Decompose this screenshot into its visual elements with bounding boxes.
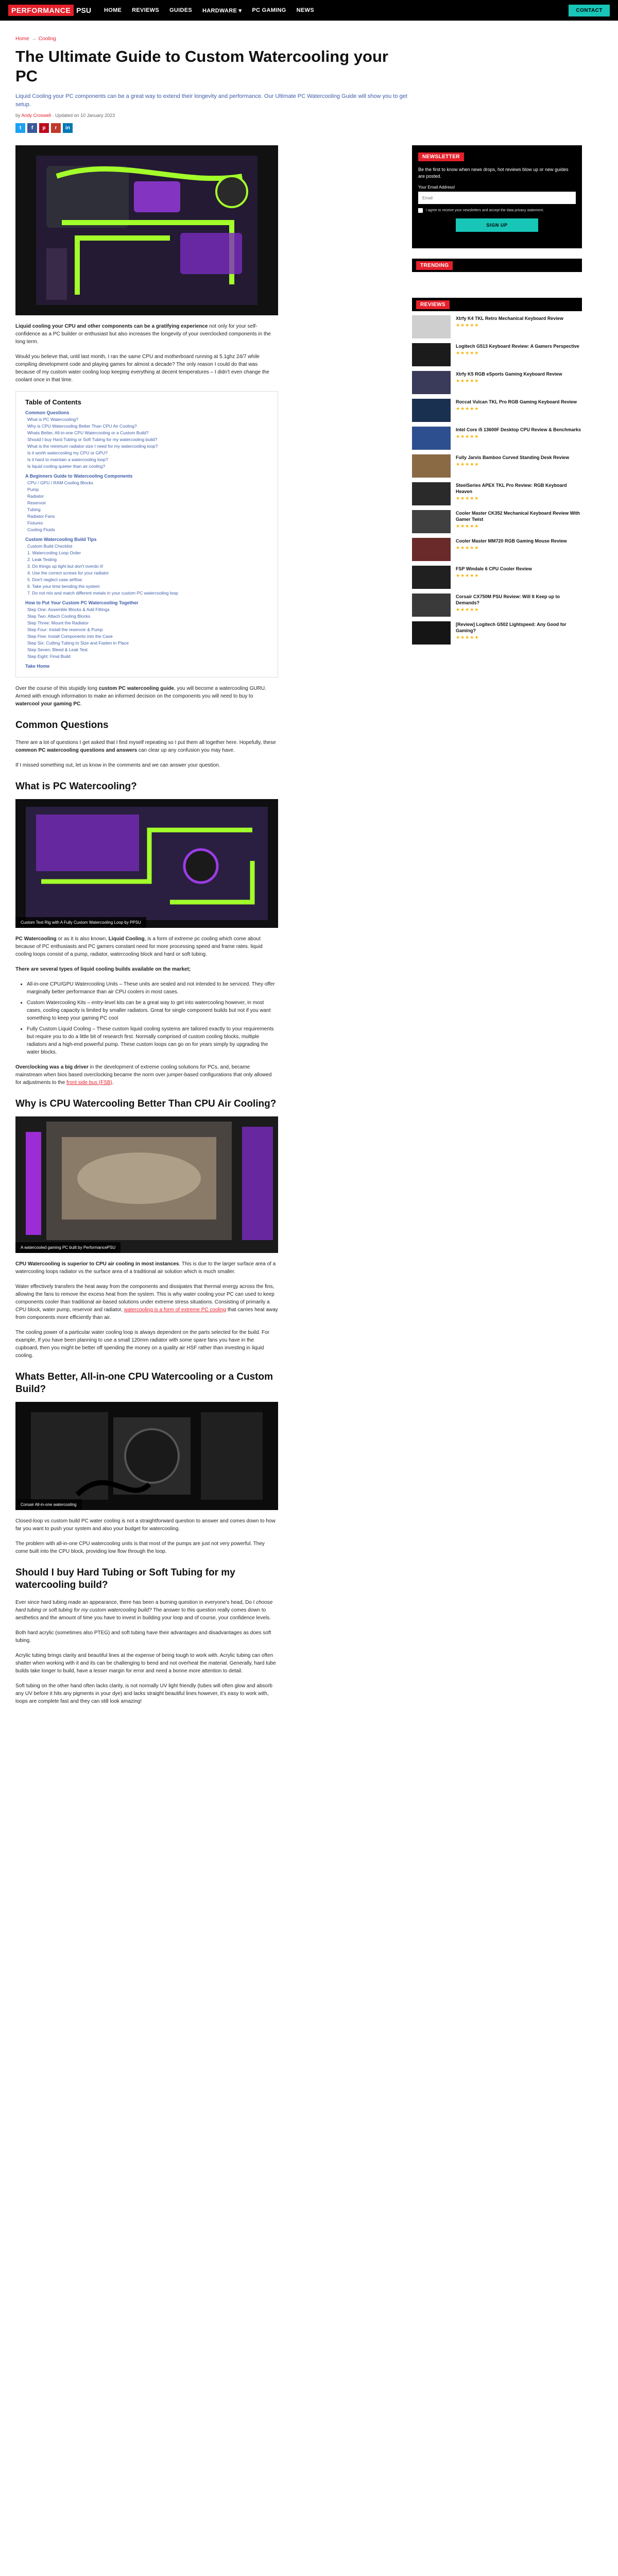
star-rating: ★★★★★ [456, 378, 479, 383]
heading-what-is-watercooling: What is PC Watercooling? [15, 781, 137, 792]
toc-item[interactable]: Step Eight: Final Build [27, 654, 71, 659]
star-rating: ★★★★★ [456, 323, 479, 328]
linkedin-icon[interactable]: in [63, 123, 73, 133]
toc-item[interactable]: Step Three: Mount the Radiator [27, 620, 89, 625]
toc-item[interactable]: Is it hard to maintain a watercooling loop? [27, 457, 108, 462]
toc-item[interactable]: CPU / GPU / RAM Cooling Blocks [27, 480, 94, 485]
toc-item[interactable]: What is PC Watercooling? [27, 417, 78, 422]
toc-section-heading[interactable]: Common Questions [25, 410, 70, 415]
fsb-link[interactable]: front side bus (FSB) [66, 1080, 112, 1086]
heading-hard-vs-soft-tubing: Should I buy Hard Tubing or Soft Tubing for my watercooling build? [15, 1567, 235, 1590]
newsletter-text: Be the first to know when news drops, hot reviews blow up or new guides are posted. [418, 167, 569, 179]
review-thumbnail[interactable] [412, 510, 451, 533]
tubing-paragraph-1 [15, 1599, 278, 1622]
toc-item[interactable]: Pump [27, 487, 39, 492]
consent-checkbox[interactable] [418, 208, 423, 213]
what-p2-bold: There are several types of liquid cooling builds available on the market; [15, 967, 191, 972]
why-p1-b: . This is due to the larger surface area of a watercooling loops radiator vs the surface area of a traditional air solution which is much smaller. [15, 1261, 276, 1275]
toc-item[interactable]: Cooling Fluids [27, 527, 55, 532]
review-thumbnail[interactable] [412, 427, 451, 450]
byline [15, 113, 603, 118]
heading-common-questions: Common Questions [15, 720, 109, 731]
sidebar [412, 145, 582, 1713]
intro-paragraph-3 [15, 685, 278, 708]
p3-b: custom PC watercooling guide [98, 686, 174, 691]
star-rating: ★★★★★ [456, 462, 479, 467]
star-rating: ★★★★★ [456, 545, 479, 550]
toc-section-4 [25, 600, 268, 660]
toc-section-heading[interactable]: Custom Watercooling Build Tips [25, 537, 97, 542]
gaming-pc-image [15, 1116, 278, 1253]
nav-item-guides[interactable]: GUIDES [169, 7, 192, 13]
reviews-header [412, 298, 582, 311]
review-thumbnail[interactable] [412, 482, 451, 505]
what-p1-a: PC Watercooling [15, 936, 57, 942]
review-item[interactable] [412, 343, 582, 366]
toc-item[interactable]: Fixtures [27, 520, 43, 526]
toc-take-home[interactable]: Take Home [25, 664, 50, 669]
watercooling-hero-illustration [15, 145, 278, 315]
byline-date: · Updated on 10 January 2023 [52, 113, 115, 118]
nav-menu [104, 7, 314, 14]
review-title[interactable]: Xtrfy K4 TKL Retro Mechanical Keyboard Review [456, 316, 563, 321]
toc-item[interactable]: Radiator Fans [27, 514, 55, 519]
review-title[interactable]: Intel Core i5 13600F Desktop CPU Review & Benchmarks [456, 427, 581, 432]
facebook-icon[interactable]: f [27, 123, 37, 133]
trending-header [412, 259, 582, 272]
review-thumbnail[interactable] [412, 371, 451, 394]
what-paragraph-3 [15, 1063, 278, 1087]
byline-prefix: by [15, 113, 21, 118]
toc-item[interactable]: 1. Watercooling Loop Order [27, 550, 81, 555]
review-title[interactable]: Logitech G513 Keyboard Review: A Gamers Perspective [456, 344, 579, 349]
star-rating: ★★★★★ [456, 635, 479, 640]
star-rating: ★★★★★ [456, 607, 479, 612]
review-item[interactable] [412, 621, 582, 645]
review-title[interactable]: SteelSeries APEX TKL Pro Review: RGB Keyboard Heaven [456, 483, 567, 494]
tubing-paragraph-2: Both hard acrylic (sometimes also PTEG) and soft tubing have their advantages and disadvantages as does soft tubing. [15, 1630, 271, 1643]
star-rating: ★★★★★ [456, 350, 479, 355]
toc-item[interactable]: Step Five: Install Components into the Case [27, 634, 113, 639]
p3-a: Over the course of this stupidly long [15, 686, 99, 691]
nav-item-hardware[interactable]: HARDWARE ▾ [202, 7, 242, 14]
why-paragraph-2 [15, 1283, 278, 1321]
breadcrumb-home[interactable]: Home [15, 36, 29, 42]
toc-item[interactable]: Is it worth watercooling my CPU or GPU? [27, 450, 108, 455]
toc-item[interactable]: Should I buy Hard Tubing or Soft Tubing for my watercooling build? [27, 437, 158, 442]
nav-item-news[interactable]: NEWS [296, 7, 314, 13]
pinterest-icon[interactable]: p [39, 123, 49, 133]
nav-item-reviews[interactable]: REVIEWS [132, 7, 160, 13]
star-rating: ★★★★★ [456, 406, 479, 411]
common-paragraph-1 [15, 739, 278, 754]
review-info [456, 371, 562, 394]
toc-item[interactable]: Step Four: Install the reservoir & Pump [27, 627, 103, 632]
review-item[interactable] [412, 427, 582, 450]
why-p2-a: Water effectively transfers the heat away from the components and dissipates that thermal energy across the fins, allowing the fans to remove the excess heat from the system. This is why water cooling your PC can used to keep components cooler than traditional air-based solutions under extreme stress situations. Consisting of primarily a CPU block, water pump, reservoir and radiator, [15, 1284, 274, 1313]
review-thumbnail[interactable] [412, 315, 451, 338]
toc-item[interactable]: What is the minimum radiator size I need for my watercooling loop? [27, 444, 158, 449]
why-paragraph-3: The cooling power of a particular water cooling loop is always dependent on the parts selected for the build. For example, If you have been planning to use a small 120mm radiator with some spare fans you have in the cupboard, then you might be better off spending the money on a quality air HSF rather than investing in liquid cooling. [15, 1330, 270, 1359]
trending-title: TRENDING [416, 261, 453, 270]
toc-item[interactable]: Custom Build Checklist [27, 544, 73, 549]
share-bar [15, 123, 603, 133]
email-input[interactable] [418, 192, 576, 204]
tubing-paragraph-4: Soft tubing on the other hand often lacks clarity, is not normally UV light friendly (tubes will often glow and absorb any UV before it hits any pigments in your dye) and lacks straight beautiful lines however, it's easy to work with, loops are complete fast and they can still look amazing! [15, 1683, 272, 1704]
review-title[interactable]: Xtrfy K5 RGB eSports Gaming Keyboard Review [456, 371, 562, 377]
p3-d: watercool your gaming PC [15, 701, 81, 707]
intro-paragraph-1 [15, 323, 278, 346]
review-thumbnail[interactable] [412, 538, 451, 561]
extreme-cooling-link[interactable]: watercooling is a form of extreme PC cooling [124, 1307, 227, 1313]
p3-c: , you will become a watercooling GURU. Armed with enough information to make an informed decision on the components you will need to buy to [15, 686, 266, 699]
site-logo[interactable] [8, 5, 94, 16]
intro-rest: not only for your self-confidence as a PC builder or enthusiast but also increases the longevity of your overclocked components in the long term. [15, 324, 271, 345]
breadcrumb-cooling[interactable]: Cooling [38, 36, 56, 42]
tubing-paragraph-3: Acrylic tubing brings clarity and beautiful lines at the expense of being tough to work with. Acrylic tubing can often shatter when working with it and its can be challenging to bend and not overheat the material. Generally, hard tube builds take longer to build, have a lesser margin for error and need a bonne more attention to detail. [15, 1653, 276, 1674]
review-info [456, 315, 563, 338]
reviews-title: REVIEWS [416, 300, 450, 309]
review-title[interactable]: [Review] Logitech G502 Lightspeed: Any Good for Gaming? [456, 622, 566, 633]
review-thumbnail[interactable] [412, 594, 451, 617]
intro-paragraph-2: Would you believe that, until last month, I ran the same CPU and motherboard running at 5.1ghz 24/7 while compiling development code and playing games for almost a decade? The only reason I could do that was because of my custom water cooling loop keeping everything at decent temperatures – I didn't even change the coolant once in that time. [15, 354, 269, 383]
reviews-list [412, 315, 582, 645]
toc-item[interactable]: 5. Don't neglect case airflow [27, 577, 82, 582]
review-item[interactable] [412, 315, 582, 338]
aio-paragraph-2: The problem with all-in-one CPU watercooling units is that most of the pumps are just not very powerful. They come built into the CPU block, providing low flow through the loop. [15, 1541, 265, 1554]
table-of-contents [15, 391, 278, 677]
newsletter-title: NEWSLETTER [418, 152, 464, 161]
toc-item[interactable]: 7. Do not mix and match different metals in your custom PC watercooling loop [27, 590, 178, 596]
toc-item[interactable]: Whats Better, All-in-one CPU Watercooling or a Custom Build? [27, 430, 149, 435]
what-p3-a: Overclocking was a big driver [15, 1064, 89, 1070]
review-item[interactable] [412, 482, 582, 505]
review-info [456, 594, 582, 617]
breadcrumb-separator: → [31, 36, 37, 42]
what-p1-d: , is a form of extreme pc cooling which come about because of PC enthusiasts and PC gamers constant need for more processing speed and frame rates. liquid cooling loops consist of a pump, radiator, watercooling block and hard or soft tubing. [15, 936, 263, 957]
toc-section-3 [25, 536, 268, 597]
review-info [456, 482, 582, 505]
top-nav [0, 0, 618, 21]
review-thumbnail[interactable] [412, 621, 451, 645]
toc-item[interactable]: Radiator [27, 494, 44, 499]
breadcrumb [15, 36, 603, 42]
toc-item[interactable]: Step One: Assemble Blocks & Add Fittings [27, 607, 110, 612]
toc-section-2 [25, 473, 268, 533]
what-paragraph-2 [15, 965, 278, 973]
aio-illustration [15, 1402, 278, 1510]
watercooling-rig-image [15, 799, 278, 928]
nav-item-pc-gaming[interactable]: PC GAMING [252, 7, 286, 13]
intro-bold: Liquid cooling your CPU and other components can be a gratifying experience [15, 324, 208, 329]
toc-item[interactable]: Why is CPU Watercooling Better Than CPU Air Cooling? [27, 423, 137, 429]
newsletter-widget [412, 145, 582, 248]
toc-item[interactable]: Step Six: Cutting Tubing to Size and Fasten in Place [27, 640, 129, 646]
star-rating: ★★★★★ [456, 496, 479, 501]
image-caption: A watercooled gaming PC built by PerformancePSU [15, 1242, 121, 1253]
toc-item[interactable]: 4. Use the correct screws for your radiator [27, 570, 109, 575]
review-title[interactable]: Cooler Master MM720 RGB Gaming Mouse Review [456, 538, 567, 544]
toc-section-heading[interactable]: A Beginners Guide to Watercooling Components [25, 473, 133, 479]
common-paragraph-2: If I missed something out, let us know in the comments and we can answer your question. [15, 762, 220, 768]
what-p1-b: or as it is also known, [56, 936, 109, 942]
twitter-icon[interactable]: t [15, 123, 25, 133]
heading-aio-vs-custom: Whats Better, All-in-one CPU Watercooling or a Custom Build? [15, 1371, 273, 1395]
review-item[interactable] [412, 510, 582, 533]
review-title[interactable]: Roccat Vulcan TKL Pro RGB Gaming Keyboard Review [456, 399, 577, 404]
article-subtitle: Liquid Cooling your PC components can be a great way to extend their longevity and performance. Our Ultimate PC Watercooling Guide will show you to get setup. [15, 93, 407, 108]
toc-item[interactable]: Tubing [27, 507, 41, 512]
toc-item[interactable]: 6. Take your time bending the system [27, 584, 100, 589]
review-info [456, 399, 577, 422]
review-item[interactable] [412, 399, 582, 422]
tub-p1-b: choose hard tubing or soft tubing for my custom watercooling build? [15, 1600, 273, 1613]
review-item[interactable] [412, 594, 582, 617]
review-title[interactable]: Corsair CX750M PSU Review: Will It Keep up to Demands? [456, 594, 560, 605]
toc-item[interactable]: 3. Do things up tight but don't overdo it! [27, 564, 104, 569]
p3-e: . [80, 701, 82, 707]
reddit-icon[interactable]: r [51, 123, 61, 133]
what-p3-b: in the development of extreme cooling solutions for PCs, and, became mainstream when bios based overclocking became the norm over jumper-based configurations that only allowed for adjustments to the [15, 1064, 272, 1086]
review-item[interactable] [412, 538, 582, 561]
list-item: • Fully Custom Liquid Cooling – These custom liquid cooling systems are tailored exactly to your requirements but require you to do a little bit of research first. Normally comprised of custom cooling blocks, multiple radiators and a high-end powerful pump. These custom loops can go on for years simply by upgrading the water blocks. [27, 1025, 278, 1056]
gaming-pc-illustration [15, 1116, 278, 1253]
email-label: Your Email Address! [418, 185, 455, 190]
image-caption: Custom Test Rig with A Fully Custom Watercooling Loop by PPSU [15, 917, 146, 928]
what-paragraph-1 [15, 935, 278, 958]
common-p1-b: common PC watercooling questions and answers [15, 748, 138, 753]
toc-item[interactable]: Step Two: Attach Cooling Blocks [27, 614, 91, 619]
review-info [456, 343, 579, 366]
review-thumbnail[interactable] [412, 566, 451, 589]
author-link[interactable]: Andy Croswell [21, 113, 52, 118]
cooling-types-list [15, 980, 278, 1056]
review-title[interactable]: FSP Windale 6 CPU Cooler Review [456, 566, 532, 571]
toc-item[interactable]: Reservoir [27, 500, 46, 505]
review-item[interactable] [412, 454, 582, 478]
toc-section-1 [25, 410, 268, 470]
consent-text: I agree to receive your newsletters and accept the data privacy statement. [426, 209, 544, 212]
why-p1-a: CPU Watercooling is superior to CPU air cooling in most instances [15, 1261, 179, 1267]
toc-title: Table of Contents [25, 398, 81, 406]
review-info [456, 621, 582, 645]
toc-section-heading[interactable]: How to Put Your Custom PC Watercooling Together [25, 600, 139, 605]
review-info [456, 510, 582, 533]
heading-why-watercooling: Why is CPU Watercooling Better Than CPU Air Cooling? [15, 1098, 277, 1109]
common-p1-c: can clear up any confusion you may have. [137, 748, 235, 753]
image-caption: Corsair All-in-one watercooling [15, 1499, 82, 1510]
review-info [456, 538, 567, 561]
common-p1-a: There are a lot of questions I get asked that I find myself repeating so I put them all together here. Hopefully, these [15, 740, 276, 745]
review-thumbnail[interactable] [412, 399, 451, 422]
why-p2-c: that carries heat away from components more efficiently than air. [15, 1307, 278, 1320]
contact-button[interactable]: CONTACT [569, 5, 610, 16]
review-thumbnail[interactable] [412, 454, 451, 478]
list-item: • All-in-one CPU/GPU Watercooling Units – These units are sealed and not intended to be serviced. They offer marginally better performance than air CPU coolers in most cases. [27, 980, 278, 996]
tub-p1-a: Ever since hard tubing made an appearance, there has been a burning question in everyone's head, Do I [15, 1600, 256, 1605]
review-info [456, 454, 569, 478]
rig-illustration [15, 799, 278, 928]
what-p3-d: . [112, 1080, 114, 1086]
toc-item[interactable]: Is liquid cooling quieter than air cooling? [27, 464, 106, 469]
trending-spacer [412, 272, 582, 287]
tub-p1-c: The answer to this question really comes down to aesthetics and the amount of time you have to invest in building your loop and of course, your confidence levels. [15, 1607, 271, 1621]
review-item[interactable] [412, 371, 582, 394]
what-p1-c: Liquid Cooling [108, 936, 145, 942]
list-item: • Custom Watercooling Kits – entry-level kits can be a great way to get into watercooling however, in most cases, cooling capacity is limited by smaller radiators. Great for single component builds but not if you want something to keep your gaming PC cool [27, 999, 278, 1022]
consent-row [418, 208, 576, 213]
review-title[interactable]: Fully Jarvis Bamboo Curved Standing Desk Review [456, 455, 570, 460]
signup-button[interactable]: SIGN UP [456, 218, 538, 232]
aio-paragraph-1: Closed-loop vs custom build PC water cooling is not a straightforward question to answer and comes down to how far you want to push your system and also your budget for watercooling. [15, 1518, 276, 1532]
review-title[interactable]: Cooler Master CK352 Mechanical Keyboard Review With Gamer Twist [456, 511, 580, 522]
article-body [15, 145, 278, 1713]
review-info [456, 566, 532, 589]
page-title: The Ultimate Guide to Custom Watercooling your PC [15, 47, 388, 85]
toc-item[interactable]: 2. Leak Testing [27, 557, 57, 562]
nav-item-home[interactable]: HOME [104, 7, 122, 13]
star-rating: ★★★★★ [456, 573, 479, 578]
toc-item[interactable]: Step Seven: Bleed & Leak Test [27, 647, 88, 652]
logo-text-secondary: PSU [76, 6, 91, 14]
review-info [456, 427, 581, 450]
corsair-aio-image [15, 1402, 278, 1510]
review-thumbnail[interactable] [412, 343, 451, 366]
why-paragraph-1 [15, 1260, 278, 1276]
star-rating: ★★★★★ [456, 434, 479, 439]
logo-text-primary: PERFORMANCE [8, 5, 74, 16]
hero-image [15, 145, 278, 315]
review-item[interactable] [412, 566, 582, 589]
star-rating: ★★★★★ [456, 523, 479, 529]
